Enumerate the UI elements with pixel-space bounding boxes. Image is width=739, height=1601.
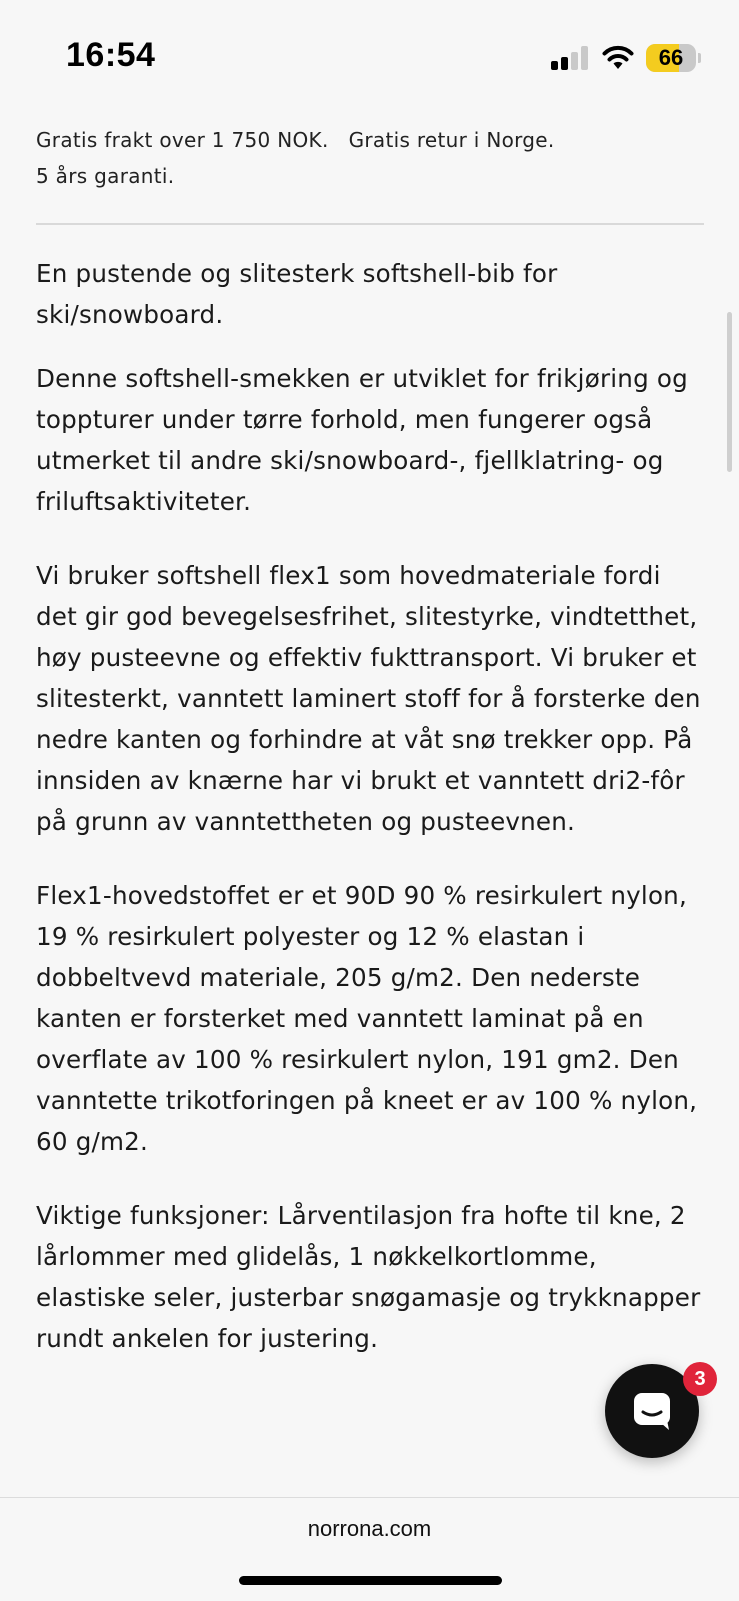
shipping-line-2: 5 års garanti. [36, 164, 175, 188]
battery-level: 66 [658, 45, 684, 70]
home-indicator[interactable] [239, 1576, 502, 1585]
fabric-spec-paragraph: Flex1-hovedstoffet er et 90D 90 % resirkulert nylon, 19 % resirkulert polyester og 12 % elastan i dobbeltvevd materiale, 205 g/m2. Den nederste kanten er forsterket med vanntett laminat på en overflate av 100 % resirkulert nylon, 191 gm2. Den vanntette trikotforingen på kneet er av 100 % nylon, 60 g/m2. [36, 881, 698, 1156]
chat-unread-badge: 3 [683, 1362, 717, 1396]
divider [36, 223, 704, 225]
browser-url-bar[interactable] [0, 1497, 739, 1601]
cellular-signal-icon [551, 46, 589, 70]
scrollbar-thumb[interactable] [727, 312, 732, 472]
materials-paragraph: Vi bruker softshell flex1 som hovedmateriale fordi det gir god bevegelsesfrihet, slitestyrke, vindtetthet, høy pusteevne og effektiv fukttransport. Vi bruker et slitesterkt, vanntett laminert stoff for å forsterke den nedre kanten og forhindre at våt snø trekker opp. På innsiden av knærne har vi brukt et vanntett dri2-fôr på grunn av vanntettheten og pusteevnen. [36, 561, 701, 836]
status-bar [0, 0, 739, 110]
url-text[interactable]: norrona.com [307, 1516, 432, 1541]
product-description [36, 122, 704, 1382]
usage-paragraph: Denne softshell-smekken er utviklet for frikjøring og toppturer under tørre forhold, men fungerer også utmerket til andre ski/snowboard-, fjellklatring- og friluftsaktiviteter. [36, 364, 688, 516]
shipping-info [36, 122, 704, 194]
status-time: 16:54 [66, 36, 156, 74]
features-paragraph: Viktige funksjoner: Lårventilasjon fra hofte til kne, 2 lårlommer med glidelås, 1 nøkkelkortlomme, elastiske seler, justerbar snøgamasje og trykknapper rundt ankelen for justering. [36, 1201, 701, 1353]
chat-bubble-icon [631, 1390, 673, 1432]
battery-icon [646, 44, 700, 72]
shipping-line-1: Gratis frakt over 1 750 NOK. Gratis retur i Norge. [36, 128, 555, 152]
intro-paragraph: En pustende og slitesterk softshell-bib for ski/snowboard. [36, 259, 558, 329]
wifi-icon [601, 43, 635, 71]
